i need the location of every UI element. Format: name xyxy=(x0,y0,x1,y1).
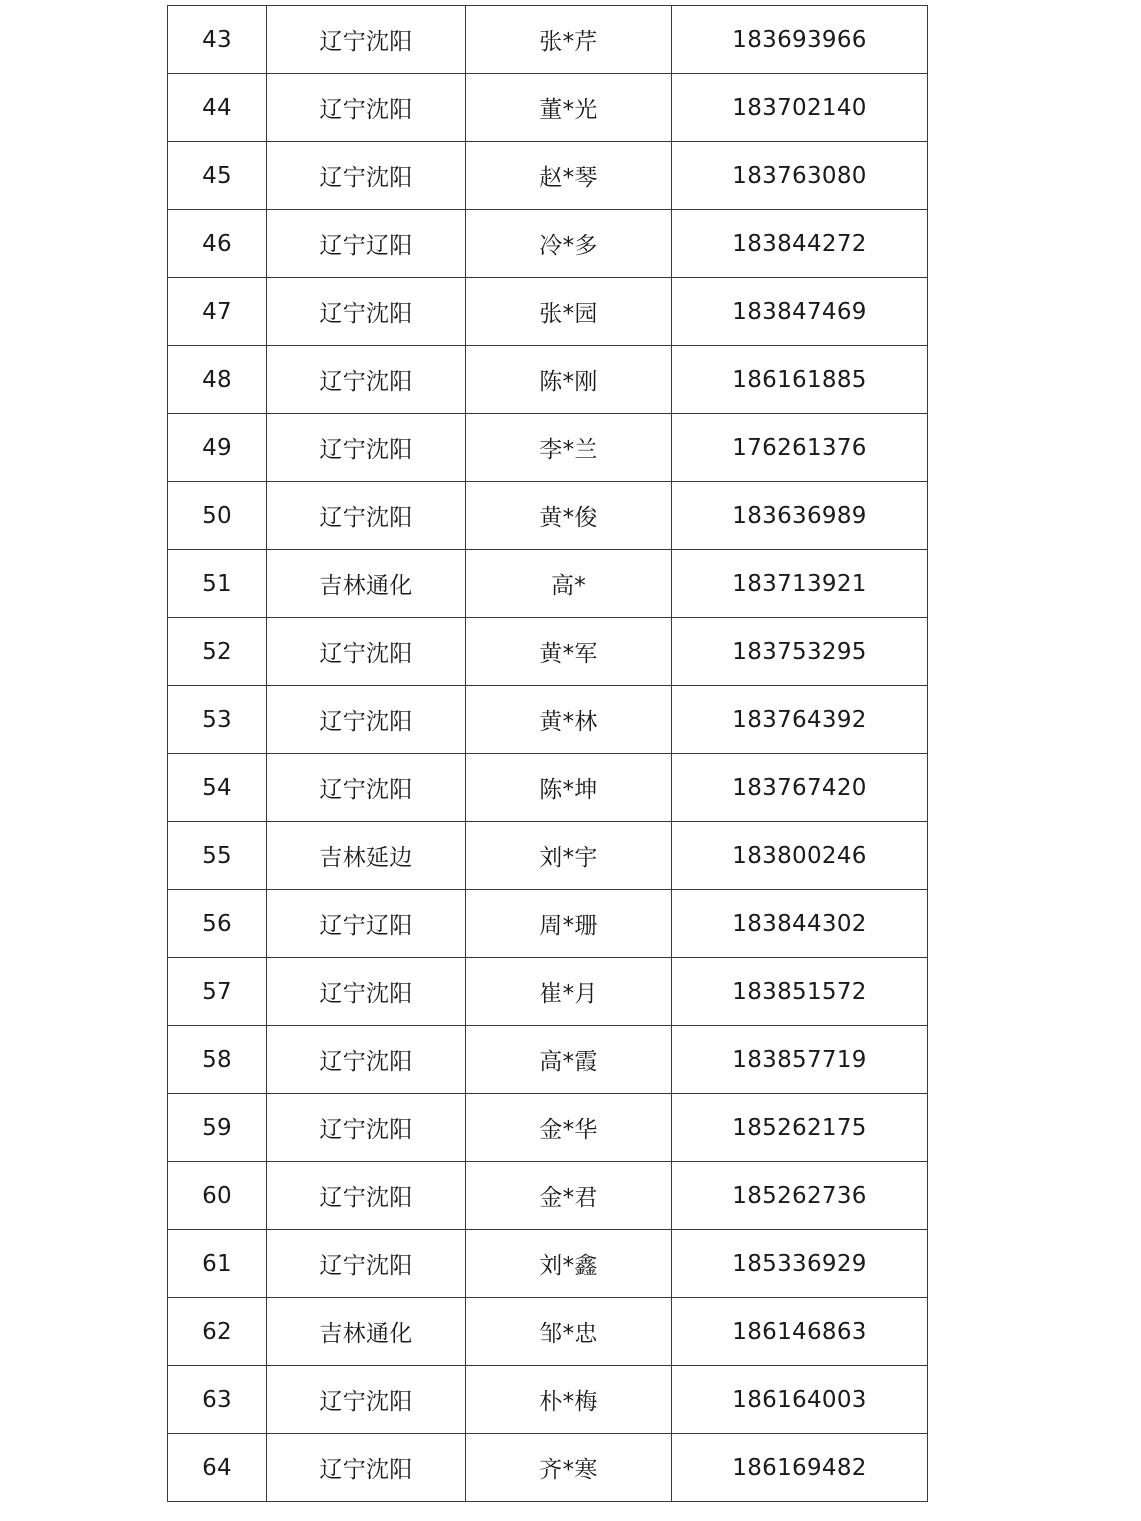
name-cell: 周*珊 xyxy=(466,890,672,958)
phone-cell: 183713921 xyxy=(672,550,928,618)
table-row xyxy=(168,1026,928,1094)
table-row xyxy=(168,822,928,890)
name-cell: 金*君 xyxy=(466,1162,672,1230)
name-cell: 金*华 xyxy=(466,1094,672,1162)
region-cell: 辽宁沈阳 xyxy=(267,1026,466,1094)
row-number-cell: 62 xyxy=(168,1298,267,1366)
table-row xyxy=(168,754,928,822)
region-cell: 辽宁沈阳 xyxy=(267,958,466,1026)
name-cell: 陈*刚 xyxy=(466,346,672,414)
region-cell: 辽宁沈阳 xyxy=(267,618,466,686)
phone-cell: 176261376 xyxy=(672,414,928,482)
region-cell: 辽宁沈阳 xyxy=(267,686,466,754)
table-row xyxy=(168,142,928,210)
table-row xyxy=(168,958,928,1026)
region-cell: 辽宁沈阳 xyxy=(267,346,466,414)
phone-cell: 183844302 xyxy=(672,890,928,958)
phone-cell: 183844272 xyxy=(672,210,928,278)
name-cell: 冷*多 xyxy=(466,210,672,278)
name-cell: 齐*寒 xyxy=(466,1434,672,1502)
phone-cell: 183636989 xyxy=(672,482,928,550)
phone-cell: 186146863 xyxy=(672,1298,928,1366)
row-number-cell: 49 xyxy=(168,414,267,482)
region-cell: 辽宁沈阳 xyxy=(267,1094,466,1162)
name-cell: 朴*梅 xyxy=(466,1366,672,1434)
region-cell: 吉林通化 xyxy=(267,550,466,618)
row-number-cell: 54 xyxy=(168,754,267,822)
row-number-cell: 59 xyxy=(168,1094,267,1162)
name-cell: 李*兰 xyxy=(466,414,672,482)
region-cell: 辽宁沈阳 xyxy=(267,1230,466,1298)
row-number-cell: 46 xyxy=(168,210,267,278)
table-row xyxy=(168,890,928,958)
phone-cell: 183857719 xyxy=(672,1026,928,1094)
table-row xyxy=(168,74,928,142)
name-cell: 黄*俊 xyxy=(466,482,672,550)
region-cell: 辽宁沈阳 xyxy=(267,1366,466,1434)
row-number-cell: 61 xyxy=(168,1230,267,1298)
row-number-cell: 50 xyxy=(168,482,267,550)
phone-cell: 183847469 xyxy=(672,278,928,346)
table-row xyxy=(168,346,928,414)
phone-cell: 183800246 xyxy=(672,822,928,890)
row-number-cell: 45 xyxy=(168,142,267,210)
table-row xyxy=(168,1434,928,1502)
table-row xyxy=(168,1162,928,1230)
region-cell: 辽宁沈阳 xyxy=(267,1162,466,1230)
region-cell: 吉林通化 xyxy=(267,1298,466,1366)
phone-cell: 183851572 xyxy=(672,958,928,1026)
phone-cell: 183702140 xyxy=(672,74,928,142)
region-cell: 辽宁沈阳 xyxy=(267,6,466,74)
row-number-cell: 51 xyxy=(168,550,267,618)
region-cell: 辽宁沈阳 xyxy=(267,142,466,210)
phone-cell: 186164003 xyxy=(672,1366,928,1434)
name-cell: 黄*军 xyxy=(466,618,672,686)
table-row xyxy=(168,6,928,74)
phone-cell: 183753295 xyxy=(672,618,928,686)
table-row xyxy=(168,482,928,550)
name-cell: 刘*宇 xyxy=(466,822,672,890)
roster-table xyxy=(167,5,928,1502)
row-number-cell: 63 xyxy=(168,1366,267,1434)
phone-cell: 183767420 xyxy=(672,754,928,822)
table-row xyxy=(168,686,928,754)
row-number-cell: 58 xyxy=(168,1026,267,1094)
row-number-cell: 48 xyxy=(168,346,267,414)
region-cell: 辽宁沈阳 xyxy=(267,74,466,142)
table-row xyxy=(168,210,928,278)
name-cell: 高* xyxy=(466,550,672,618)
region-cell: 辽宁沈阳 xyxy=(267,1434,466,1502)
region-cell: 辽宁沈阳 xyxy=(267,754,466,822)
row-number-cell: 55 xyxy=(168,822,267,890)
table-row xyxy=(168,278,928,346)
region-cell: 辽宁沈阳 xyxy=(267,414,466,482)
name-cell: 邹*忠 xyxy=(466,1298,672,1366)
name-cell: 刘*鑫 xyxy=(466,1230,672,1298)
name-cell: 陈*坤 xyxy=(466,754,672,822)
row-number-cell: 47 xyxy=(168,278,267,346)
row-number-cell: 53 xyxy=(168,686,267,754)
phone-cell: 186161885 xyxy=(672,346,928,414)
phone-cell: 185262175 xyxy=(672,1094,928,1162)
table-row xyxy=(168,1298,928,1366)
table-row xyxy=(168,1366,928,1434)
phone-cell: 183693966 xyxy=(672,6,928,74)
table-row xyxy=(168,550,928,618)
roster-table-body xyxy=(168,6,928,1502)
name-cell: 崔*月 xyxy=(466,958,672,1026)
phone-cell: 183764392 xyxy=(672,686,928,754)
table-row xyxy=(168,414,928,482)
row-number-cell: 57 xyxy=(168,958,267,1026)
row-number-cell: 56 xyxy=(168,890,267,958)
region-cell: 辽宁辽阳 xyxy=(267,210,466,278)
region-cell: 辽宁沈阳 xyxy=(267,482,466,550)
phone-cell: 185262736 xyxy=(672,1162,928,1230)
row-number-cell: 43 xyxy=(168,6,267,74)
name-cell: 高*霞 xyxy=(466,1026,672,1094)
region-cell: 辽宁沈阳 xyxy=(267,278,466,346)
name-cell: 张*芹 xyxy=(466,6,672,74)
table-row xyxy=(168,1230,928,1298)
phone-cell: 185336929 xyxy=(672,1230,928,1298)
row-number-cell: 60 xyxy=(168,1162,267,1230)
name-cell: 赵*琴 xyxy=(466,142,672,210)
row-number-cell: 64 xyxy=(168,1434,267,1502)
phone-cell: 186169482 xyxy=(672,1434,928,1502)
name-cell: 张*园 xyxy=(466,278,672,346)
name-cell: 黄*林 xyxy=(466,686,672,754)
phone-cell: 183763080 xyxy=(672,142,928,210)
row-number-cell: 44 xyxy=(168,74,267,142)
region-cell: 吉林延边 xyxy=(267,822,466,890)
table-row xyxy=(168,1094,928,1162)
row-number-cell: 52 xyxy=(168,618,267,686)
region-cell: 辽宁辽阳 xyxy=(267,890,466,958)
name-cell: 董*光 xyxy=(466,74,672,142)
table-row xyxy=(168,618,928,686)
